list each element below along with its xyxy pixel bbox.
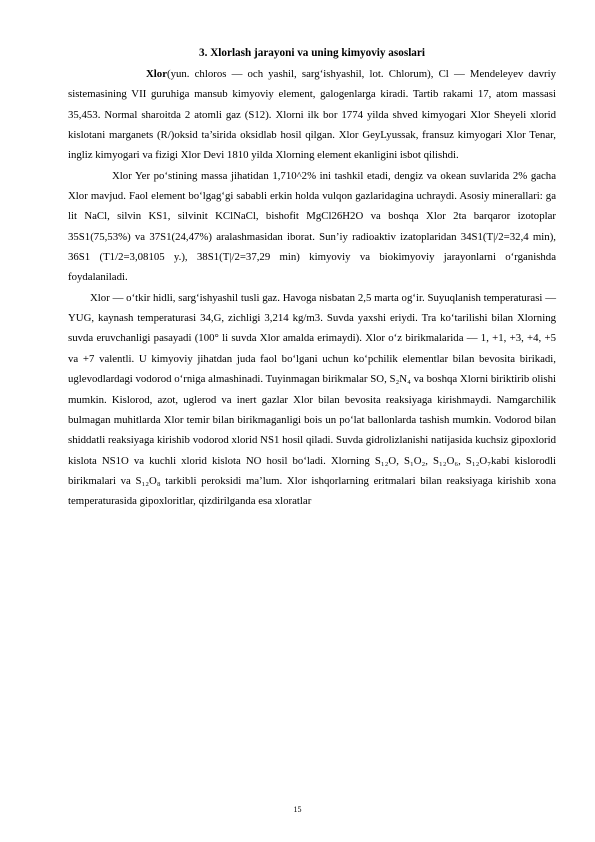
page-number: 15 — [293, 805, 302, 814]
document-page — [68, 42, 556, 512]
paragraph-2 — [68, 166, 556, 288]
paragraph-1 — [68, 64, 556, 166]
paragraph-3 — [68, 288, 556, 512]
section-title: 3. Xlorlash jarayoni va uning kimyoviy asoslari — [199, 47, 425, 59]
paragraph-1-lead-term: Xlor — [146, 68, 167, 80]
paragraph-3-text: Xlor — o‘tkir hidli, sarg‘ishyashil tusli gaz. Havoga nisbatan 2,5 marta og‘ir. Suyuqlanish temperaturasi — YUG, kaynash temperaturasi 34,G, zichligi 3,214 kg/m3. Suvda yaxshi eriydi. Tra ko‘tarilishi bilan Xlorning suvda eruvchanligi pasayadi (100° li suvda Xlor amalda erimaydi). Xlor o‘z birikmalarida — 1, +1, +3, +4, +5 va +7 valentli. U kimyoviy jihatdan juda faol bo‘lgani uchun ko‘pchilik elementlar bilan bevosita birikadi, uglevodlardagi vodorod o‘rniga almashinadi. Tuyinmagan birikmalar SO, S₂N₄ va boshqa Xlorni biriktirib olishi mumkin. Kislorod, azot, uglerod va inert gazlar Xlor bilan bevosita reaksiyaga kirishmaydi. Namgarchilik bulmagan muhitlarda Xlor temir bilan birikmaganligi bois un po‘lat ballonlarda tashish mumkin. Vodorod bilan shiddatli reaksiyaga kirishib vodorod xlorid NS1 hosil qiladi. Suvda gidrolizlanishi natijasida kuchsiz gipoxlorid kislota NS1O va kuchli xlorid kislota NO hosil bo‘ladi. Xlorning S₁₂O, S₁O₂, S₁₂O₆, S₁₂O₇kabi kislorodli birikmalari va S₁₂O₈ tarkibli peroksidi ma’lum. Xlor ishqorlarning eritmalari bilan reaksiyaga kirishib xona temperaturasida gipoxloritlar, qizdirilganda esa xloratlar — [68, 291, 556, 508]
paragraph-1-text: (yun. chloros — och yashil, sarg‘ishyashil, lot. Chlorum), Cl — Mendeleyev davriy sistemasining VII guruhiga mansub kimyoviy element, galogenlarga kiradi. Tartib rakami 17, atom massasi 35,453. Normal sharoitda 2 atomli gaz (S12). Xlorni ilk bor 1774 yilda shved kimyogari Xlor Sheyeli xlorid kislotani marganets (R/)oksid ta’sirida oksidlab hosil qilgan. Xlor GeyLyussak, fransuz kimyogari Xlor Tenar, ingliz kimyogari va fizigi Xlor Devi 1810 yilda Xlorning element ekanligini isbot qilishdi. — [68, 68, 556, 162]
paragraph-2-text: Xlor Yer po‘stining massa jihatidan 1,710^2% ini tashkil etadi, dengiz va okean suvlarida 2% gacha Xlor mavjud. Faol element bo‘lgag‘gi sababli erkin holda vulqon gazlaridagina uchraydi. Asosiy minerallari: ga lit NaCl, silvin KS1, silvinit KClNaCl, bishofit MgCl26H2O va boshqa Xlor 2ta barqaror izotoplar 35S1(75,53%) va 37S1(24,47%) aralashmasidan iborat. Sun’iy radioaktiv izatoplaridan 34S1(T|/2=32,4 min), 36S1 (T1/2=3,08105 y.), 38S1(T|/2=37,29 min) kimyoviy va biokimyoviy jarayonlarni o‘rganishda foydalaniladi. — [68, 169, 556, 284]
